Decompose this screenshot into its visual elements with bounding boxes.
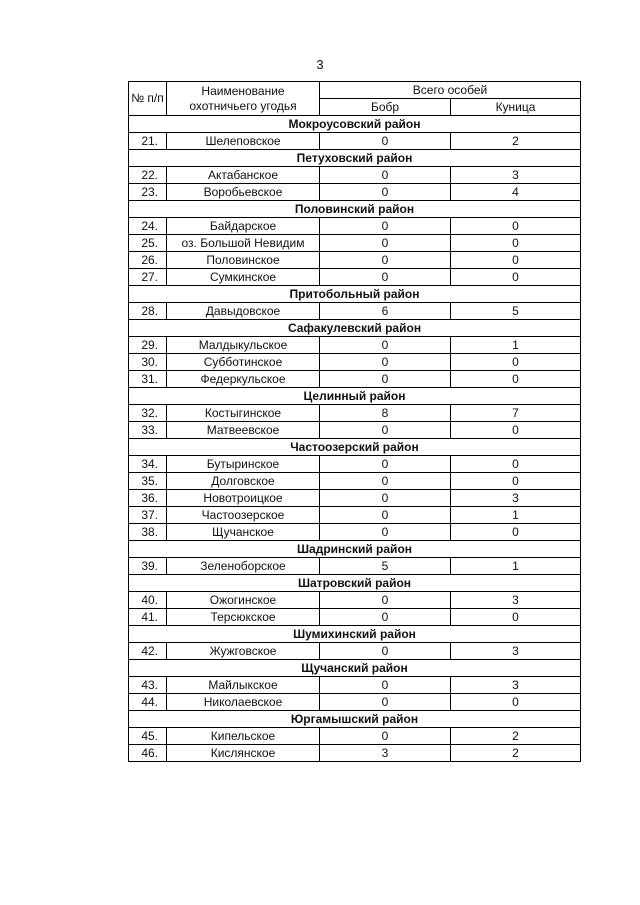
row-number: 35. xyxy=(129,473,167,490)
row-number: 26. xyxy=(129,252,167,269)
district-row xyxy=(129,541,581,558)
table-row xyxy=(129,337,581,354)
beaver-count: 0 xyxy=(320,643,451,660)
marten-count: 0 xyxy=(451,218,581,235)
district-row xyxy=(129,711,581,728)
district-name: Шумихинский район xyxy=(129,626,581,643)
hunting-ground-name: Зеленоборское xyxy=(167,558,320,575)
table-row xyxy=(129,456,581,473)
marten-count: 5 xyxy=(451,303,581,320)
row-number: 30. xyxy=(129,354,167,371)
hunting-ground-name: Бутыринское xyxy=(167,456,320,473)
beaver-count: 0 xyxy=(320,728,451,745)
beaver-count: 0 xyxy=(320,490,451,507)
district-row xyxy=(129,388,581,405)
district-name: Петуховский район xyxy=(129,150,581,167)
table-row xyxy=(129,218,581,235)
district-row xyxy=(129,150,581,167)
hunting-ground-name: Шелеповское xyxy=(167,133,320,150)
row-number: 40. xyxy=(129,592,167,609)
table-row xyxy=(129,354,581,371)
beaver-count: 0 xyxy=(320,133,451,150)
district-name: Шатровский район xyxy=(129,575,581,592)
beaver-count: 0 xyxy=(320,422,451,439)
marten-count: 3 xyxy=(451,592,581,609)
hunting-ground-name: оз. Большой Невидим xyxy=(167,235,320,252)
table-row xyxy=(129,422,581,439)
table-row xyxy=(129,694,581,711)
marten-count: 4 xyxy=(451,184,581,201)
table-row xyxy=(129,592,581,609)
row-number: 39. xyxy=(129,558,167,575)
header-name-line2: охотничьего угодья xyxy=(189,98,297,113)
marten-count: 0 xyxy=(451,609,581,626)
district-name: Сафакулевский район xyxy=(129,320,581,337)
marten-count: 3 xyxy=(451,677,581,694)
hunting-ground-name: Байдарское xyxy=(167,218,320,235)
table-row xyxy=(129,167,581,184)
marten-count: 7 xyxy=(451,405,581,422)
row-number: 42. xyxy=(129,643,167,660)
district-name: Притобольный район xyxy=(129,286,581,303)
beaver-count: 0 xyxy=(320,592,451,609)
beaver-count: 0 xyxy=(320,507,451,524)
marten-count: 0 xyxy=(451,235,581,252)
marten-count: 2 xyxy=(451,745,581,762)
district-name: Юргамышский район xyxy=(129,711,581,728)
beaver-count: 8 xyxy=(320,405,451,422)
table-row xyxy=(129,269,581,286)
marten-count: 1 xyxy=(451,558,581,575)
header-marten: Куница xyxy=(451,99,581,116)
district-name: Мокроусовский район xyxy=(129,116,581,133)
district-row xyxy=(129,116,581,133)
marten-count: 0 xyxy=(451,694,581,711)
beaver-count: 0 xyxy=(320,456,451,473)
header-name xyxy=(167,82,320,116)
table-row xyxy=(129,558,581,575)
hunting-ground-name: Ожогинское xyxy=(167,592,320,609)
hunting-ground-name: Жужговское xyxy=(167,643,320,660)
marten-count: 3 xyxy=(451,643,581,660)
header-name-line1: Наименование xyxy=(201,83,285,98)
hunting-ground-name: Терсюкское xyxy=(167,609,320,626)
table-row xyxy=(129,609,581,626)
row-number: 41. xyxy=(129,609,167,626)
beaver-count: 6 xyxy=(320,303,451,320)
page-number: 3 xyxy=(316,57,324,72)
header-total: Всего особей xyxy=(320,82,581,99)
table-row xyxy=(129,405,581,422)
district-row xyxy=(129,320,581,337)
row-number: 43. xyxy=(129,677,167,694)
beaver-count: 5 xyxy=(320,558,451,575)
marten-count: 0 xyxy=(451,252,581,269)
table-row xyxy=(129,371,581,388)
hunting-ground-name: Половинское xyxy=(167,252,320,269)
hunting-ground-name: Давыдовское xyxy=(167,303,320,320)
district-name: Шадринский район xyxy=(129,541,581,558)
header-no: № п/п xyxy=(129,82,167,116)
district-row xyxy=(129,575,581,592)
district-row xyxy=(129,439,581,456)
district-name: Частоозерский район xyxy=(129,439,581,456)
hunting-ground-name: Долговское xyxy=(167,473,320,490)
marten-count: 0 xyxy=(451,354,581,371)
beaver-count: 3 xyxy=(320,745,451,762)
district-name: Щучанский район xyxy=(129,660,581,677)
table-row xyxy=(129,728,581,745)
table-row xyxy=(129,184,581,201)
row-number: 44. xyxy=(129,694,167,711)
hunting-ground-name: Воробьевское xyxy=(167,184,320,201)
district-name: Половинский район xyxy=(129,201,581,218)
hunting-ground-name: Частоозерское xyxy=(167,507,320,524)
header-beaver: Бобр xyxy=(320,99,451,116)
district-row xyxy=(129,626,581,643)
table-row xyxy=(129,745,581,762)
marten-count: 0 xyxy=(451,269,581,286)
row-number: 21. xyxy=(129,133,167,150)
district-row xyxy=(129,286,581,303)
marten-count: 2 xyxy=(451,133,581,150)
beaver-count: 0 xyxy=(320,677,451,694)
hunting-ground-name: Костыгинское xyxy=(167,405,320,422)
beaver-count: 0 xyxy=(320,184,451,201)
marten-count: 0 xyxy=(451,524,581,541)
row-number: 22. xyxy=(129,167,167,184)
table-row xyxy=(129,473,581,490)
hunting-ground-name: Майлыкское xyxy=(167,677,320,694)
hunting-ground-name: Кислянское xyxy=(167,745,320,762)
table-row xyxy=(129,303,581,320)
beaver-count: 0 xyxy=(320,337,451,354)
header-row-1 xyxy=(129,82,581,99)
table-row xyxy=(129,643,581,660)
marten-count: 0 xyxy=(451,473,581,490)
beaver-count: 0 xyxy=(320,371,451,388)
row-number: 28. xyxy=(129,303,167,320)
row-number: 24. xyxy=(129,218,167,235)
table-row xyxy=(129,235,581,252)
hunting-ground-name: Федеркульское xyxy=(167,371,320,388)
hunting-ground-name: Щучанское xyxy=(167,524,320,541)
hunting-ground-name: Субботинское xyxy=(167,354,320,371)
table-body xyxy=(129,82,581,762)
marten-count: 3 xyxy=(451,490,581,507)
hunting-ground-name: Николаевское xyxy=(167,694,320,711)
beaver-count: 0 xyxy=(320,694,451,711)
beaver-count: 0 xyxy=(320,473,451,490)
table-row xyxy=(129,490,581,507)
hunting-ground-name: Новотроицкое xyxy=(167,490,320,507)
beaver-count: 0 xyxy=(320,218,451,235)
beaver-count: 0 xyxy=(320,269,451,286)
row-number: 25. xyxy=(129,235,167,252)
beaver-count: 0 xyxy=(320,167,451,184)
row-number: 38. xyxy=(129,524,167,541)
hunting-ground-name: Сумкинское xyxy=(167,269,320,286)
hunting-ground-name: Кипельское xyxy=(167,728,320,745)
row-number: 36. xyxy=(129,490,167,507)
marten-count: 1 xyxy=(451,337,581,354)
row-number: 31. xyxy=(129,371,167,388)
hunting-ground-name: Актабанское xyxy=(167,167,320,184)
row-number: 29. xyxy=(129,337,167,354)
beaver-count: 0 xyxy=(320,252,451,269)
beaver-count: 0 xyxy=(320,354,451,371)
hunting-grounds-table xyxy=(128,81,581,762)
row-number: 45. xyxy=(129,728,167,745)
hunting-ground-name: Матвеевское xyxy=(167,422,320,439)
row-number: 46. xyxy=(129,745,167,762)
row-number: 37. xyxy=(129,507,167,524)
marten-count: 1 xyxy=(451,507,581,524)
marten-count: 2 xyxy=(451,728,581,745)
row-number: 23. xyxy=(129,184,167,201)
row-number: 33. xyxy=(129,422,167,439)
hunting-ground-name: Малдыкульское xyxy=(167,337,320,354)
marten-count: 0 xyxy=(451,456,581,473)
district-row xyxy=(129,660,581,677)
district-row xyxy=(129,201,581,218)
district-name: Целинный район xyxy=(129,388,581,405)
table-row xyxy=(129,677,581,694)
marten-count: 0 xyxy=(451,422,581,439)
table-row xyxy=(129,252,581,269)
row-number: 32. xyxy=(129,405,167,422)
row-number: 27. xyxy=(129,269,167,286)
marten-count: 0 xyxy=(451,371,581,388)
marten-count: 3 xyxy=(451,167,581,184)
row-number: 34. xyxy=(129,456,167,473)
beaver-count: 0 xyxy=(320,524,451,541)
beaver-count: 0 xyxy=(320,235,451,252)
table-row xyxy=(129,133,581,150)
table-row xyxy=(129,524,581,541)
table-row xyxy=(129,507,581,524)
beaver-count: 0 xyxy=(320,609,451,626)
